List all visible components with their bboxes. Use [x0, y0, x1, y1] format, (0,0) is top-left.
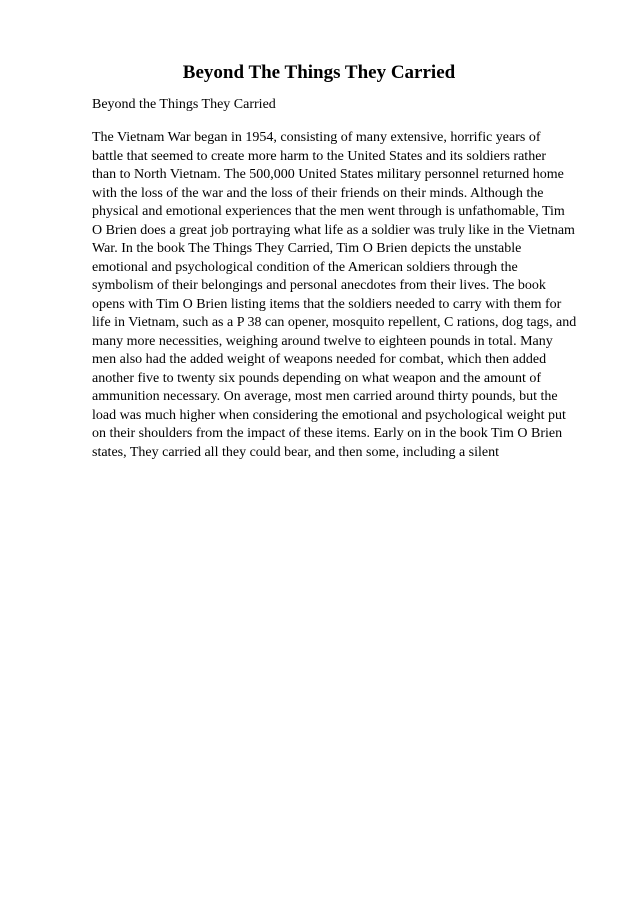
body-line: physical and emotional experiences that the men went through is unfathomable, Tim	[92, 204, 565, 219]
body-line: battle that seemed to create more harm to the United States and its soldiers rather	[92, 148, 547, 164]
body-line: emotional and psychological condition of the American soldiers through the	[92, 259, 518, 275]
body-line: states, They carried all they could bear, and then some, including a silent	[92, 444, 499, 460]
body-line: The Vietnam War began in 1954, consisting of many extensive, horrific years of	[92, 130, 541, 145]
body-paragraph	[92, 129, 612, 462]
body-line: many more necessities, weighing around twelve to eighteen pounds in total. Many	[92, 333, 553, 349]
body-line: opens with Tim O Brien listing items that the soldiers needed to carry with them for	[92, 296, 562, 312]
body-line: than to North Vietnam. The 500,000 United States military personnel returned home	[92, 167, 564, 182]
body-line: load was much higher when considering the emotional and psychological weight put	[92, 407, 566, 423]
body-line: ammunition necessary. On average, most men carried around thirty pounds, but the	[92, 389, 558, 404]
body-line: life in Vietnam, such as a P 38 can opener, mosquito repellent, C rations, dog tags, and	[92, 315, 577, 330]
body-line: with the loss of the war and the loss of their friends on their minds. Although the	[92, 185, 544, 201]
document-subtitle: Beyond the Things They Carried	[92, 97, 276, 112]
body-line: O Brien does a great job portraying what life as a soldier was truly like in the Vietnam	[92, 222, 575, 238]
document-title: Beyond The Things They Carried	[182, 62, 456, 83]
body-line: another five to twenty six pounds depending on what weapon and the amount of	[92, 370, 542, 386]
body-line: on their shoulders from the impact of these items. Early on in the book Tim O Brien	[92, 426, 563, 441]
body-line: War. In the book The Things They Carried, Tim O Brien depicts the unstable	[92, 241, 522, 256]
body-line: men also had the added weight of weapons needed for combat, which then added	[92, 352, 547, 367]
body-line: symbolism of their belongings and personal anecdotes from their lives. The book	[92, 278, 546, 293]
